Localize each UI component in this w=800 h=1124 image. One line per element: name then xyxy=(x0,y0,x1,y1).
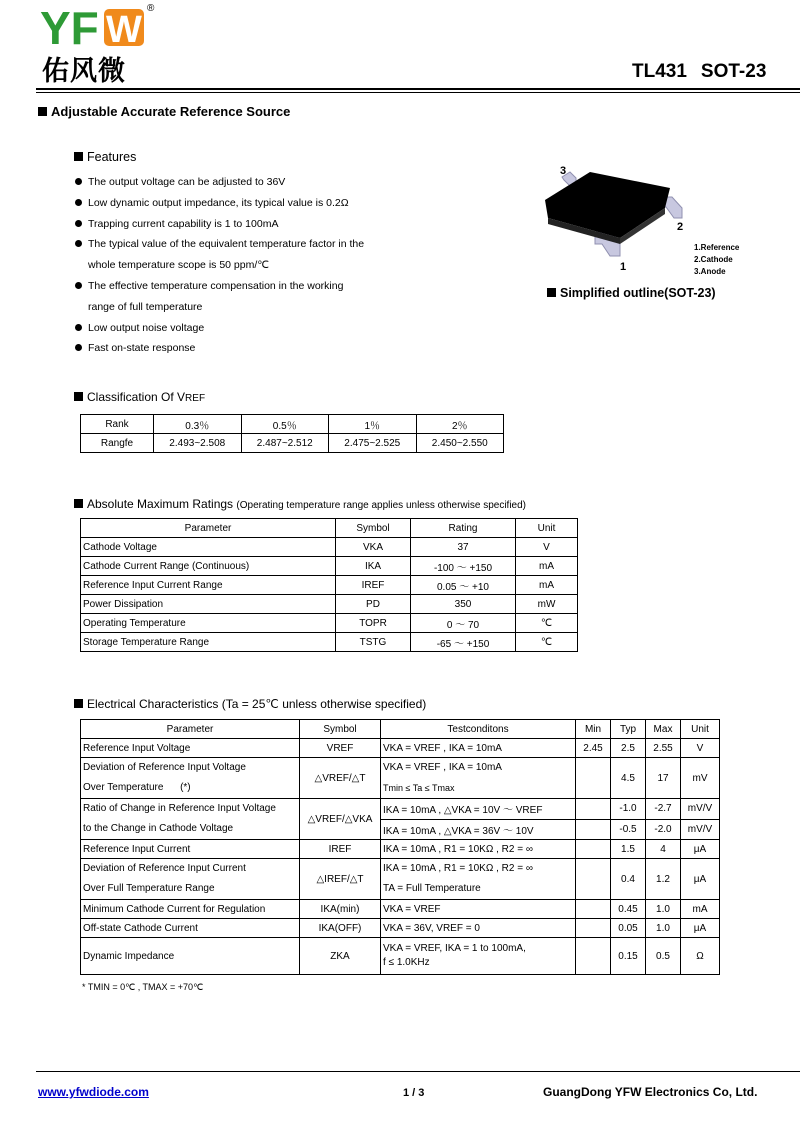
table-row: Power Dissipation PD 350 mW xyxy=(81,595,578,614)
table-row: Parameter Symbol Testconditons Min Typ Max Unit xyxy=(81,720,720,739)
features-heading: Features xyxy=(74,150,136,164)
registered-mark: ® xyxy=(147,3,155,14)
abs-max-table xyxy=(80,518,578,652)
logo-chinese: 佑风微 xyxy=(42,56,126,86)
table-row: Dynamic Impedance ZKA VKA = VREF, IKA = 1 to 100mA, f ≤ 1.0KHz 0.15 0.5 Ω xyxy=(81,938,720,975)
outline-caption: Simplified outline(SOT-23) xyxy=(547,286,716,300)
page-number: 1 / 3 xyxy=(403,1087,425,1099)
pin-2-label: 2 xyxy=(677,221,684,233)
yfw-logo xyxy=(40,4,150,50)
table-row: Off-state Cathode Current IKA(OFF) VKA = 36V, VREF = 0 0.05 1.0 μA xyxy=(81,919,720,938)
list-item: The typical value of the equivalent temperature factor in the xyxy=(75,234,364,255)
table-row: Reference Input Voltage VREF VKA = VREF , IKA = 10mA 2.45 2.5 2.55 V xyxy=(81,739,720,758)
list-item: whole temperature scope is 50 ppm/℃ xyxy=(88,259,270,272)
abs-max-heading: Absolute Maximum Ratings (Operating temperature range applies unless otherwise specified) xyxy=(74,497,526,511)
list-item: Fast on-state response xyxy=(75,338,364,359)
list-item: Trapping current capability is 1 to 100mA xyxy=(75,214,364,235)
classification-heading: Classification Of VREF xyxy=(74,390,205,404)
list-item: Low dynamic output impedance, its typical value is 0.2Ω xyxy=(75,193,364,214)
table-row: Reference Input Current Range IREF 0.05 ～ +10 mA xyxy=(81,576,578,595)
header-rule xyxy=(36,88,800,90)
list-item: range of full temperature xyxy=(88,300,203,313)
table-row: Operating Temperature TOPR 0 ～ 70 ℃ xyxy=(81,614,578,633)
list-item: The effective temperature compensation in the working xyxy=(75,276,364,297)
table-row: Rank 0.3％ 0.5％ 1％ 2％ xyxy=(81,415,504,434)
table-row: Reference Input Current IREF IKA = 10mA , R1 = 10KΩ , R2 = ∞ 1.5 4 μA xyxy=(81,840,720,859)
header-rule-thin xyxy=(36,92,800,93)
footer-rule xyxy=(36,1071,800,1072)
pin-1-label: 1 xyxy=(620,261,627,273)
list-item: The output voltage can be adjusted to 36V xyxy=(75,172,364,193)
footnote: * TMIN = 0℃ , TMAX = +70℃ xyxy=(82,982,204,992)
website-link[interactable]: www.yfwdiode.com xyxy=(38,1085,149,1099)
elec-heading: Electrical Characteristics (Ta = 25℃ unless otherwise specified) xyxy=(74,697,426,711)
table-row: Parameter Symbol Rating Unit xyxy=(81,519,578,538)
table-row: Storage Temperature Range TSTG -65 ～ +150 ℃ xyxy=(81,633,578,652)
pin-legend: 1.Reference 2.Cathode 3.Anode xyxy=(694,243,740,276)
classification-table xyxy=(80,414,504,453)
table-row: Minimum Cathode Current for Regulation IKA(min) VKA = VREF 0.45 1.0 mA xyxy=(81,900,720,919)
svg-text:YF: YF xyxy=(40,4,99,50)
table-row: Cathode Current Range (Continuous) IKA -100 ～ +150 mA xyxy=(81,557,578,576)
elec-table xyxy=(80,719,720,975)
part-header: TL431 SOT-23 xyxy=(632,61,767,82)
list-item: Low output noise voltage xyxy=(75,318,364,339)
table-row: Deviation of Reference Input Current Over Full Temperature Range △IREF/△T IKA = 10mA , R1 = 10KΩ , R2 = ∞ TA = Full Temperature 0.4 1.2 μA xyxy=(81,859,720,900)
table-row: Deviation of Reference Input Voltage Over Temperature (*) △VREF/△T VKA = VREF , IKA = 10mA Tmin ≤ Ta ≤ Tmax 4.5 17 mV xyxy=(81,758,720,799)
table-row: IKA = 10mA , △VKA = 36V ～ 10V -0.5 -2.0 mV/V xyxy=(81,819,720,840)
table-row: Cathode Voltage VKA 37 V xyxy=(81,538,578,557)
doc-title: Adjustable Accurate Reference Source xyxy=(38,104,290,119)
pin-3-label: 3 xyxy=(560,165,567,177)
table-row: Rangfe 2.493~2.508 2.487~2.512 2.475~2.525 2.450~2.550 xyxy=(81,434,504,453)
company-name: GuangDong YFW Electronics Co, Ltd. xyxy=(543,1085,758,1099)
svg-text:W: W xyxy=(106,9,142,50)
table-row: Ratio of Change in Reference Input Voltage to the Change in Cathode Voltage △VREF/△VKA IKA = 10mA , △VKA = 10V ～ VREF -1.0 -2.7 mV/V xyxy=(81,799,720,820)
sot23-package-image xyxy=(540,160,700,275)
features-list xyxy=(75,172,364,359)
